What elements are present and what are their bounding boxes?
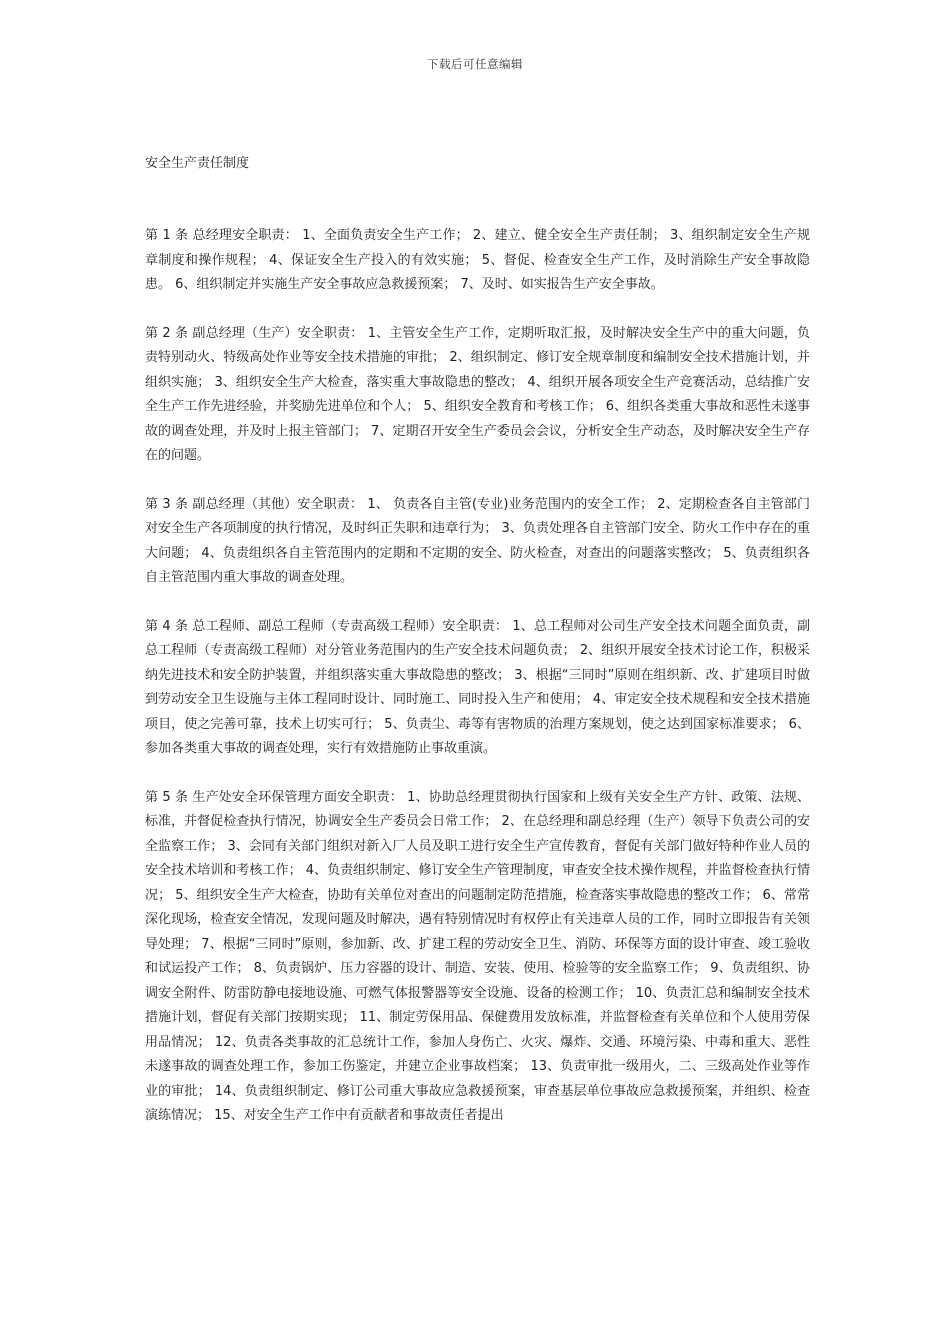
article-2: 第 2 条 副总经理（生产）安全职责： 1、主管安全生产工作，定期听取汇报，及时解决安全生产中的重大问题，负责特别动火、特级高处作业等安全技术措施的审批； 2、组织制定、修订安全规章制度和编制安全技术措施计划，并组织实施； 3、组织安全生产大检查，落实重大事故隐患的整改； 4、组织开展各项安全生产竞赛活动，总结推广安全生产工作先进经验，并奖励先进单位和个人； 5、组织安全教育和考核工作； 6、组织各类重大事故和恶性未遂事故的调查处理，并及时上报主管部门； 7、定期召开安全生产委员会会议，分析安全生产动态，及时解决安全生产存在的问题。: [145, 325, 810, 463]
page-header-note: 下载后可任意编辑: [427, 57, 523, 71]
article-3: 第 3 条 副总经理（其他）安全职责： 1、 负责各自主管(专业)业务范围内的安全工作； 2、定期检查各自主管部门对安全生产各项制度的执行情况，及时纠正失职和违章行为； 3、负责处理各自主管部门安全、防火工作中存在的重大问题； 4、负责组织各自主管范围内的定期和不定期的安全、防火检查，对查出的问题落实整改； 5、负责组织各自主管范围内重大事故的调查处理。: [145, 496, 810, 585]
article-1: 第 1 条 总经理安全职责： 1、全面负责安全生产工作； 2、建立、健全安全生产责任制； 3、组织制定安全生产规章制度和操作规程； 4、保证安全生产投入的有效实施； 5、督促、检查安全生产工作，及时消除生产安全事故隐患。 6、组织制定并实施生产安全事故应急救援预案； 7、及时、如实报告生产安全事故。: [145, 228, 810, 292]
document-title: 安全生产责任制度: [145, 156, 250, 171]
article-5: 第 5 条 生产处安全环保管理方面安全职责： 1、协助总经理贯彻执行国家和上级有关安全生产方针、政策、法规、标准，并督促检查执行情况，协调安全生产委员会日常工作； 2、在总经理和副总经理（生产）领导下负责公司的安全监察工作； 3、会同有关部门组织对新入厂人员及职工进行安全生产宣传教育，督促有关部门做好特种作业人员的安全技术培训和考核工作； 4、负责组织制定、修订安全生产管理制度，审查安全技术操作规程，并监督检查执行情况； 5、组织安全生产大检查，协助有关单位对查出的问题制定防范措施，检查落实事故隐患的整改工作； 6、常常深化现场，检查安全情况，发现问题及时解决，遇有特别情况时有权停止有关违章人员的工作，同时立即报告有关领导处理； 7、根据“三同时”原则，参加新、改、扩建工程的劳动安全卫生、消防、环保等方面的设计审查、竣工验收和试运投产工作； 8、负责锅炉、压力容器的设计、制造、安装、使用、检验等的安全监察工作； 9、负责组织、协调安全附件、防雷防静电接地设施、可燃气体报警器等安全设施、设备的检测工作； 10、负责汇总和编制安全技术措施计划，督促有关部门按期实现； 11、制定劳保用品、保健费用发放标准，并监督检查有关单位和个人使用劳保用品情况； 12、负责各类事故的汇总统计工作，参加人身伤亡、火灾、爆炸、交通、环境污染、中毒和重大、恶性未遂事故的调查处理工作，参加工伤鉴定，并建立企业事故档案； 13、负责审批一级用火，二、三级高处作业等作业的审批； 14、负责组织制定、修订公司重大事故应急救援预案，审查基层单位事故应急救援预案，并组织、检查演练情况； 15、对安全生产工作中有贡献者和事故责任者提出: [145, 789, 810, 1123]
article-4: 第 4 条 总工程师、副总工程师（专责高级工程师）安全职责： 1、总工程师对公司生产安全技术问题全面负责，副总工程师（专责高级工程师）对分管业务范围内的生产安全技术问题负责； 2、组织开展安全技术讨论工作，积极采纳先进技术和安全防护装置，并组织落实重大事故隐患的整改； 3、根据“三同时”原则在组织新、改、扩建项目时做到劳动安全卫生设施与主体工程同时设计、同时施工、同时投入生产和使用； 4、审定安全技术规程和安全技术措施项目，使之完善可靠，技术上切实可行； 5、负责尘、毒等有害物质的治理方案规划，使之达到国家标准要求； 6、参加各类重大事故的调查处理，实行有效措施防止事故重演。: [145, 618, 810, 756]
document-body: [145, 224, 810, 1153]
